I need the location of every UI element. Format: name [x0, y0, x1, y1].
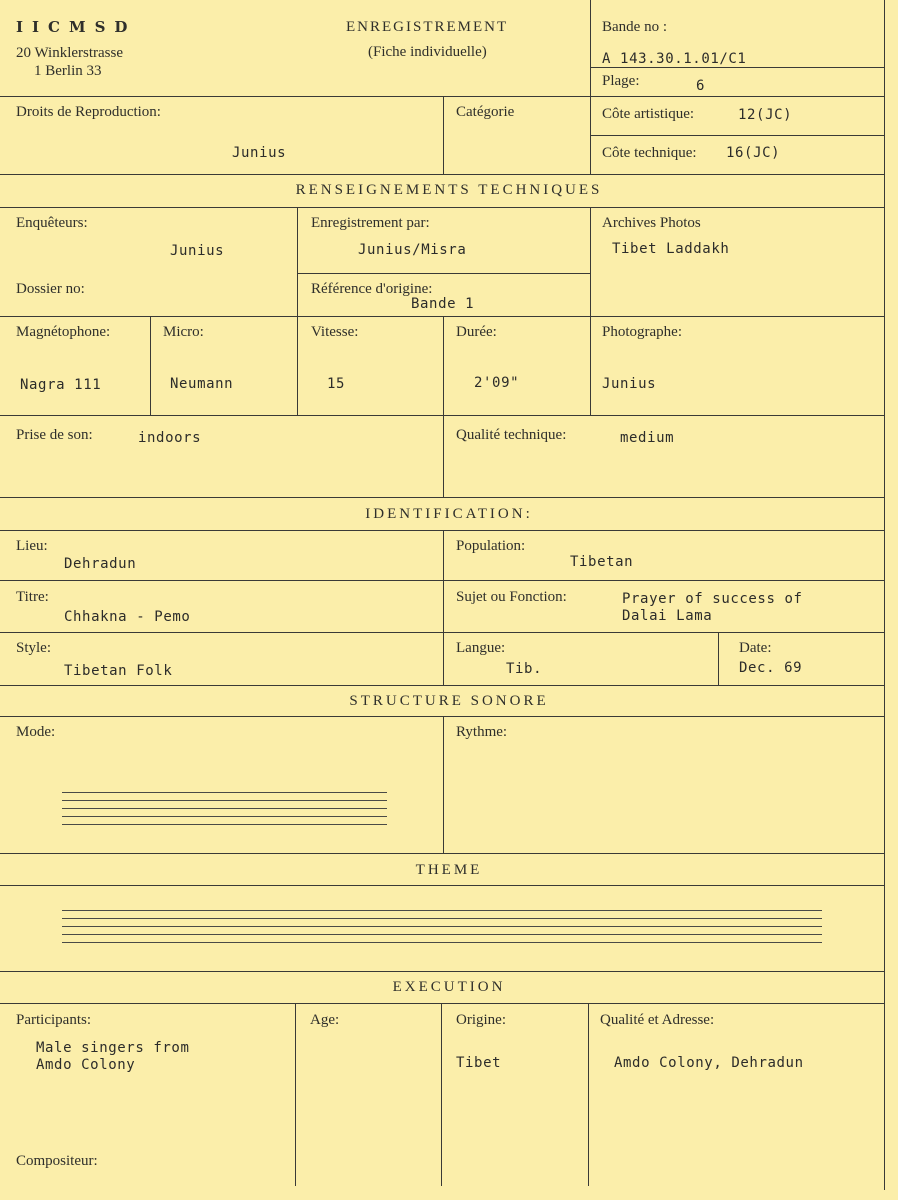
theme-staff-line: [62, 910, 822, 911]
origine-label: Origine:: [456, 1012, 506, 1028]
prise-de-son-value: indoors: [138, 430, 202, 446]
rule-tech-col3: [590, 207, 591, 415]
date-value: Dec. 69: [739, 660, 803, 676]
enregistrement-par-label: Enregistrement par:: [311, 215, 430, 231]
magnetophone-value: Nagra 111: [20, 377, 102, 393]
rule-execution-top: [0, 971, 884, 972]
cote-technique-label: Côte technique:: [602, 145, 697, 161]
style-value: Tibetan Folk: [64, 663, 173, 679]
style-label: Style:: [16, 640, 52, 656]
duree-value: 2'09": [474, 375, 520, 391]
origine-value: Tibet: [456, 1055, 502, 1071]
section-structure-sonore: STRUCTURE SONORE: [349, 693, 549, 709]
date-label: Date:: [739, 640, 772, 656]
institute-logo: IICMSD: [16, 18, 137, 36]
enregistrement-par-value: Junius/Misra: [358, 242, 467, 258]
rule-theme-bottom: [0, 885, 884, 886]
qualite-adresse-label: Qualité et Adresse:: [600, 1012, 715, 1028]
titre-label: Titre:: [16, 589, 49, 605]
plage-value: 6: [696, 78, 706, 94]
langue-label: Langue:: [456, 640, 506, 656]
mode-label: Mode:: [16, 724, 56, 740]
reference-value: Bande 1: [411, 296, 475, 312]
address-line-2: 1 Berlin 33: [34, 63, 102, 79]
rule-exec-col2: [441, 1003, 442, 1186]
cote-artistique-label: Côte artistique:: [602, 106, 695, 122]
mode-staff-line: [62, 800, 387, 801]
rule-section-tech-top: [0, 174, 884, 175]
theme-staff-line: [62, 942, 822, 943]
rule-structure-mid: [443, 716, 444, 853]
rule-bande-underline: [590, 67, 884, 68]
micro-value: Neumann: [170, 376, 234, 392]
theme-staff-line: [62, 918, 822, 919]
section-identification: IDENTIFICATION:: [365, 506, 533, 522]
photographe-value: Junius: [602, 376, 657, 392]
categorie-label: Catégorie: [456, 104, 515, 120]
cote-technique-value: 16(JC): [726, 145, 781, 161]
qualite-technique-label: Qualité technique:: [456, 427, 567, 443]
bande-label: Bande no :: [602, 19, 667, 35]
rule-categorie-left: [443, 96, 444, 174]
plage-label: Plage:: [602, 73, 640, 89]
mode-staff-line: [62, 808, 387, 809]
micro-label: Micro:: [163, 324, 204, 340]
prise-de-son-label: Prise de son:: [16, 427, 93, 443]
rule-ident-bottom: [0, 530, 884, 531]
section-theme: THEME: [415, 862, 483, 878]
compositeur-label: Compositeur:: [16, 1153, 98, 1169]
archives-photos-value: Tibet Laddakh: [612, 241, 730, 257]
rule-structure-top: [0, 685, 884, 686]
enqueteurs-label: Enquêteurs:: [16, 215, 88, 231]
rule-duree-left: [443, 316, 444, 415]
rule-reference-top: [297, 273, 590, 274]
form-subtitle: (Fiche individuelle): [368, 44, 487, 60]
magnetophone-label: Magnétophone:: [16, 324, 111, 340]
vitesse-label: Vitesse:: [311, 324, 359, 340]
theme-staff-line: [62, 934, 822, 935]
mode-staff-line: [62, 824, 387, 825]
section-renseignements-techniques: RENSEIGNEMENTS TECHNIQUES: [295, 182, 603, 198]
participants-value: Male singers from Amdo Colony: [36, 1040, 190, 1073]
qualite-technique-value: medium: [620, 430, 675, 446]
address-line-1: 20 Winklerstrasse: [16, 45, 124, 61]
rule-header-right-col: [590, 0, 591, 174]
rule-section-tech-bottom: [0, 207, 884, 208]
sujet-label: Sujet ou Fonction:: [456, 589, 567, 605]
rule-tech-row2-top: [0, 316, 884, 317]
rule-header-bottom: [0, 96, 884, 97]
form-title: ENREGISTREMENT: [346, 19, 509, 35]
langue-value: Tib.: [506, 661, 543, 677]
rule-ident-top: [0, 497, 884, 498]
rule-exec-col3: [588, 1003, 589, 1186]
enqueteurs-value: Junius: [170, 243, 225, 259]
theme-staff-line: [62, 926, 822, 927]
rule-structure-bottom: [0, 716, 884, 717]
participants-label: Participants:: [16, 1012, 91, 1028]
photographe-label: Photographe:: [602, 324, 682, 340]
rule-theme-top: [0, 853, 884, 854]
rule-exec-col1: [295, 1003, 296, 1186]
lieu-value: Dehradun: [64, 556, 137, 572]
rythme-label: Rythme:: [456, 724, 508, 740]
lieu-label: Lieu:: [16, 538, 48, 554]
rule-right-edge: [884, 0, 885, 1190]
rule-qualite-left: [443, 415, 444, 497]
rule-style-top: [0, 632, 884, 633]
rule-titre-top: [0, 580, 884, 581]
dossier-label: Dossier no:: [16, 281, 85, 297]
cote-artistique-value: 12(JC): [738, 107, 793, 123]
rule-cote-separator: [590, 135, 884, 136]
age-label: Age:: [310, 1012, 340, 1028]
mode-staff-line: [62, 816, 387, 817]
archives-photos-label: Archives Photos: [602, 215, 701, 231]
rule-date-left: [718, 632, 719, 685]
bande-value: A 143.30.1.01/C1: [602, 51, 747, 67]
droits-label: Droits de Reproduction:: [16, 104, 161, 120]
mode-staff-line: [62, 792, 387, 793]
rule-prise-top: [0, 415, 884, 416]
titre-value: Chhakna - Pemo: [64, 609, 191, 625]
duree-label: Durée:: [456, 324, 497, 340]
population-value: Tibetan: [570, 554, 634, 570]
rule-micro-left: [150, 316, 151, 415]
qualite-adresse-value: Amdo Colony, Dehradun: [614, 1055, 804, 1071]
sujet-value-line-2: Dalai Lama: [622, 608, 713, 624]
droits-value: Junius: [232, 145, 287, 161]
population-label: Population:: [456, 538, 526, 554]
vitesse-value: 15: [327, 376, 346, 392]
rule-ident-mid: [443, 530, 444, 685]
rule-execution-bottom: [0, 1003, 884, 1004]
section-execution: EXECUTION: [392, 979, 506, 995]
rule-tech-col1: [297, 207, 298, 415]
sujet-value-line-1: Prayer of success of: [622, 591, 803, 607]
reference-label: Référence d'origine:: [311, 281, 433, 297]
